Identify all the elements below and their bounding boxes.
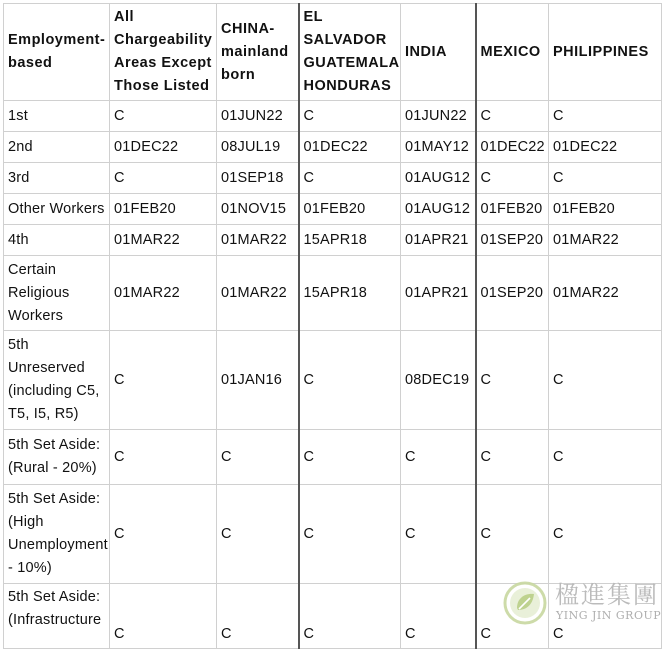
cell-el-salvador: C [299, 331, 401, 430]
cell-india: 01AUG12 [401, 194, 476, 225]
cell-philippines: C [549, 485, 662, 584]
cell-all-chargeability: C [110, 430, 217, 485]
cell-philippines: C [549, 430, 662, 485]
cell-china: 01SEP18 [217, 163, 299, 194]
cell-all-chargeability: 01FEB20 [110, 194, 217, 225]
cell-india: 01APR21 [401, 225, 476, 256]
cell-mexico: C [476, 584, 549, 649]
header-all-chargeability: All Chargeability Areas Except Those Listed [110, 4, 217, 101]
cell-india: C [401, 485, 476, 584]
cell-el-salvador: 01DEC22 [299, 132, 401, 163]
row-label: Certain Religious Workers [4, 256, 110, 331]
cell-india: 08DEC19 [401, 331, 476, 430]
cell-el-salvador: C [299, 101, 401, 132]
cell-el-salvador: C [299, 430, 401, 485]
watermark-english-name: YING JIN GROUP [556, 609, 662, 622]
cell-el-salvador: C [299, 485, 401, 584]
row-label: 5th Set Aside: (Infrastructure [4, 584, 110, 649]
cell-all-chargeability: C [110, 485, 217, 584]
cell-el-salvador: 15APR18 [299, 256, 401, 331]
cell-all-chargeability: C [110, 584, 217, 649]
header-philippines: PHILIPPINES [549, 4, 662, 101]
table-row [4, 132, 662, 163]
table-row [4, 163, 662, 194]
header-el-salvador-guatemala-honduras: EL SALVADOR GUATEMALA HONDURAS [299, 4, 401, 101]
cell-philippines: 01FEB20 [549, 194, 662, 225]
cell-mexico: 01DEC22 [476, 132, 549, 163]
table-row [4, 430, 662, 485]
cell-china: C [217, 430, 299, 485]
cell-china: 01NOV15 [217, 194, 299, 225]
cell-china: C [217, 584, 299, 649]
cell-mexico: C [476, 101, 549, 132]
cell-china: C [217, 485, 299, 584]
cell-china: 01JUN22 [217, 101, 299, 132]
visa-bulletin-table-container [3, 3, 661, 649]
header-mexico: MEXICO [476, 4, 549, 101]
cell-china: 01JAN16 [217, 331, 299, 430]
row-label: Other Workers [4, 194, 110, 225]
cell-china: 01MAR22 [217, 256, 299, 331]
cell-india: 01JUN22 [401, 101, 476, 132]
header-india: INDIA [401, 4, 476, 101]
table-row [4, 101, 662, 132]
cell-philippines: C [549, 101, 662, 132]
row-label: 5th Set Aside: (High Unemployment - 10%) [4, 485, 110, 584]
cell-mexico: C [476, 163, 549, 194]
cell-mexico: 01SEP20 [476, 256, 549, 331]
watermark-logo [503, 578, 661, 630]
cell-mexico: C [476, 485, 549, 584]
row-label: 3rd [4, 163, 110, 194]
cell-mexico: C [476, 430, 549, 485]
row-label: 1st [4, 101, 110, 132]
cell-el-salvador: C [299, 584, 401, 649]
row-label: 2nd [4, 132, 110, 163]
cell-india: 01APR21 [401, 256, 476, 331]
cell-philippines: C [549, 331, 662, 430]
cell-all-chargeability: C [110, 331, 217, 430]
cell-all-chargeability: C [110, 101, 217, 132]
cell-mexico: C [476, 331, 549, 430]
cell-philippines: 01MAR22 [549, 225, 662, 256]
header-china: CHINA-mainland born [217, 4, 299, 101]
cell-all-chargeability: 01MAR22 [110, 256, 217, 331]
company-emblem-icon [503, 581, 547, 625]
cell-mexico: 01FEB20 [476, 194, 549, 225]
row-label: 4th [4, 225, 110, 256]
cell-all-chargeability: 01DEC22 [110, 132, 217, 163]
cell-china: 08JUL19 [217, 132, 299, 163]
watermark-chinese-name: 楹進集團 [555, 581, 659, 609]
table-row [4, 194, 662, 225]
cell-el-salvador: 01FEB20 [299, 194, 401, 225]
cell-el-salvador: 15APR18 [299, 225, 401, 256]
table-row [4, 256, 662, 331]
cell-mexico: 01SEP20 [476, 225, 549, 256]
cell-india: 01AUG12 [401, 163, 476, 194]
cell-philippines: 01DEC22 [549, 132, 662, 163]
cell-philippines: C [549, 584, 662, 649]
cell-philippines: C [549, 163, 662, 194]
row-label: 5th Set Aside: (Rural - 20%) [4, 430, 110, 485]
table-row [4, 331, 662, 430]
cell-india: C [401, 584, 476, 649]
cell-el-salvador: C [299, 163, 401, 194]
table-header-row [4, 4, 662, 101]
cell-india: 01MAY12 [401, 132, 476, 163]
header-employment-based: Employment-based [4, 4, 110, 101]
cell-philippines: 01MAR22 [549, 256, 662, 331]
row-label: 5th Unreserved (including C5, T5, I5, R5) [4, 331, 110, 430]
visa-bulletin-table [3, 3, 662, 649]
cell-all-chargeability: 01MAR22 [110, 225, 217, 256]
table-row [4, 225, 662, 256]
table-row [4, 485, 662, 584]
cell-china: 01MAR22 [217, 225, 299, 256]
cell-all-chargeability: C [110, 163, 217, 194]
cell-india: C [401, 430, 476, 485]
